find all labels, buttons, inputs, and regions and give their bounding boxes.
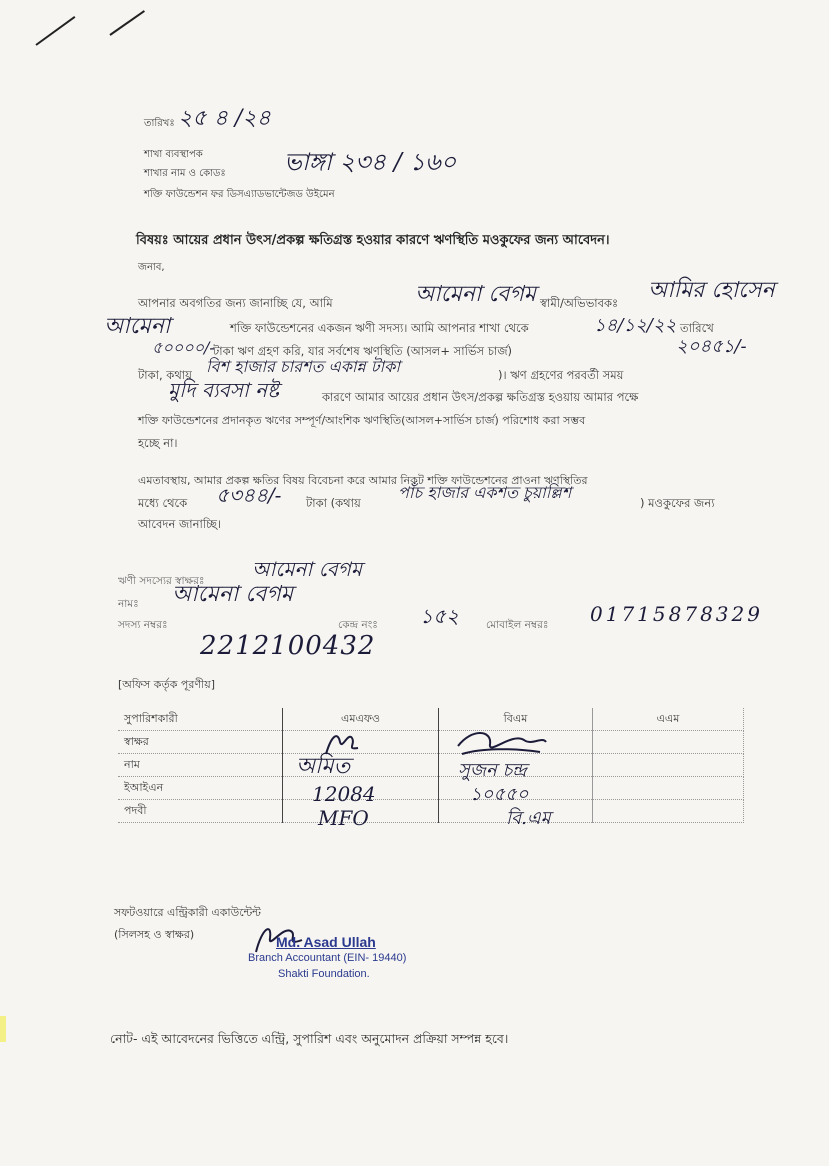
mfo-name: অমিত (296, 754, 351, 779)
guardian-name-handwritten: আমির হোসেন (648, 278, 775, 303)
table-row (118, 777, 744, 800)
para2-text-a: এমতাবস্থায়, আমার প্রকল্প ক্ষতির বিষয় বিবেচনা করে আমার নিকট শক্তি ফাউন্ডেশনের প্রাওনা ঋণস্থিতির (138, 474, 588, 487)
office-heading: [অফিস কর্তৃক পূরণীয়] (118, 678, 215, 691)
para1-text-b: স্বামী/অভিভাবকঃ (540, 296, 619, 310)
para1-text-j: হচ্ছে না। (138, 436, 178, 450)
para2-text-c: টাকা (কথায় (306, 496, 361, 510)
applicant-sign-label: ঋণী সদস্যের স্বাক্ষরঃ (118, 575, 205, 587)
footer-note: নোট- এই আবেদনের ভিত্তিতে এন্ট্রি, সুপারিশ এবং অনুমোদন প্রক্রিয়া সম্পন্ন হবে। (110, 1031, 509, 1046)
accountant-line1: সফটওয়ারে এন্ট্রিকারী একাউন্টেন্ট (114, 906, 261, 919)
mfo-designation: MFO (318, 806, 369, 830)
row-ein-label: ইআইএন (118, 777, 283, 800)
center-value: ১৫২ (420, 604, 459, 628)
bm-designation: বি.এম (506, 808, 551, 829)
loan-date-handwritten: ১৪/১২/২২ (594, 315, 677, 336)
recipient-title: শাখা ব্যবস্থাপক (144, 149, 203, 160)
applicant-name-handwritten: আমেনা বেগম (415, 282, 537, 307)
bm-name: সুজন চন্দ্র (458, 760, 527, 781)
applicant-name-value: আমেনা বেগম (172, 582, 294, 607)
accountant-line2: (সিলসহ ও স্বাক্ষর) (114, 928, 195, 941)
stamp-title: Branch Accountant (EIN- 19440) (248, 952, 407, 964)
table-row (118, 800, 744, 823)
para1-text-d: তারিখে (680, 321, 714, 335)
pen-mark-2 (109, 10, 145, 36)
member-word-handwritten: আমেনা (104, 314, 171, 339)
row-signature-label: স্বাক্ষর (118, 731, 283, 754)
member-number-label: সদস্য নম্বরঃ (118, 619, 168, 631)
para1-text-g: )। ঋণ গ্রহণের পরবর্তী সময় (498, 368, 624, 382)
balance-words-handwritten: বিশ হাজার চারশত একান্ন টাকা (206, 357, 400, 376)
office-recommendation-table (118, 708, 744, 823)
para2-text-e: আবেদন জানাচ্ছি। (138, 517, 222, 531)
branch-label: শাখার নাম ও কোডঃ (144, 168, 226, 179)
para1-text-e: টাকা ঋণ গ্রহণ করি, যার সর্বশেষ ঋণস্থিতি (আসল+ সার্ভিস চার্জ) (213, 344, 513, 358)
para2-text-b: মধ্যে থেকে (138, 496, 188, 510)
date-value: ২৫ ৪ /২৪ (178, 106, 271, 131)
waiver-words-handwritten: পাঁচ হাজার একশত চুয়াল্লিশ (398, 483, 572, 502)
row-name-label: নাম (118, 754, 283, 777)
col-mfo: এমএফও (283, 708, 439, 731)
stamp-org: Shakti Foundation. (278, 968, 370, 980)
highlighter-mark (0, 1016, 6, 1042)
mobile-value: 01715878329 (590, 602, 763, 626)
subject-line: বিষয়ঃ আয়ের প্রধান উৎস/প্রকল্প ক্ষতিগ্রস্ত হওয়ার কারণে ঋণস্থিতি মওকুফের জন্য আবেদন। (136, 233, 610, 248)
col-am: এএম (593, 708, 744, 731)
para1-text-h: কারণে আমার আয়ের প্রধান উৎস/প্রকল্প ক্ষতিগ্রস্ত হওয়ায় আমার পক্ষে (322, 390, 639, 404)
pen-mark-1 (35, 16, 75, 46)
para1-text-a: আপনার অবগতির জন্য জানাচ্ছি যে, আমি (138, 296, 333, 310)
applicant-name-label: নামঃ (118, 598, 139, 610)
organization-line: শক্তি ফাউন্ডেশন ফর ডিসএ্যাডভান্টেজড উইমেন (144, 189, 335, 200)
branch-value: ভাঙ্গা ২৩৪ / ১৬০ (284, 148, 457, 176)
balance-handwritten: ২০৪৫১/- (676, 336, 747, 357)
para2-text-d: ) মওকুফের জন্য (640, 496, 715, 510)
reason-handwritten: মুদি ব্যবসা নষ্ট (168, 378, 280, 402)
date-label: তারিখঃ (144, 118, 175, 129)
waiver-amount-handwritten: ৫৩৪৪/- (216, 483, 282, 507)
mfo-ein: 12084 (312, 782, 376, 806)
para1-text-f: টাকা, কথায় (138, 368, 192, 382)
center-label: কেন্দ্র নংঃ (338, 619, 378, 631)
table-header-row (118, 708, 744, 731)
member-number-value: 2212100432 (200, 631, 376, 661)
bm-ein: ১০৫৫০ (470, 784, 529, 805)
col-recommender: সুপারিশকারী (118, 708, 283, 731)
col-bm: বিএম (439, 708, 593, 731)
applicant-signature: আমেনা বেগম (252, 557, 363, 581)
table-row (118, 754, 744, 777)
salutation: জনাব, (138, 262, 165, 273)
stamp-name: Md. Asad Ullah (276, 934, 376, 950)
para1-text-i: শক্তি ফাউন্ডেশনের প্রদানকৃত ঋণের সম্পূর্ণ/আংশিক ঋণস্থিতি(আসল+সার্ভিস চার্জ) পরিশোধ করা সম্ভব (138, 414, 586, 427)
table-row (118, 731, 744, 754)
loan-amount-handwritten: ৫০০০০/- (152, 338, 215, 357)
bm-signature (452, 726, 552, 762)
para1-text-c: শক্তি ফাউন্ডেশনের একজন ঋণী সদস্য। আমি আপনার শাখা থেকে (230, 321, 529, 335)
mobile-label: মোবাইল নম্বরঃ (486, 619, 549, 631)
row-designation-label: পদবী (118, 800, 283, 823)
